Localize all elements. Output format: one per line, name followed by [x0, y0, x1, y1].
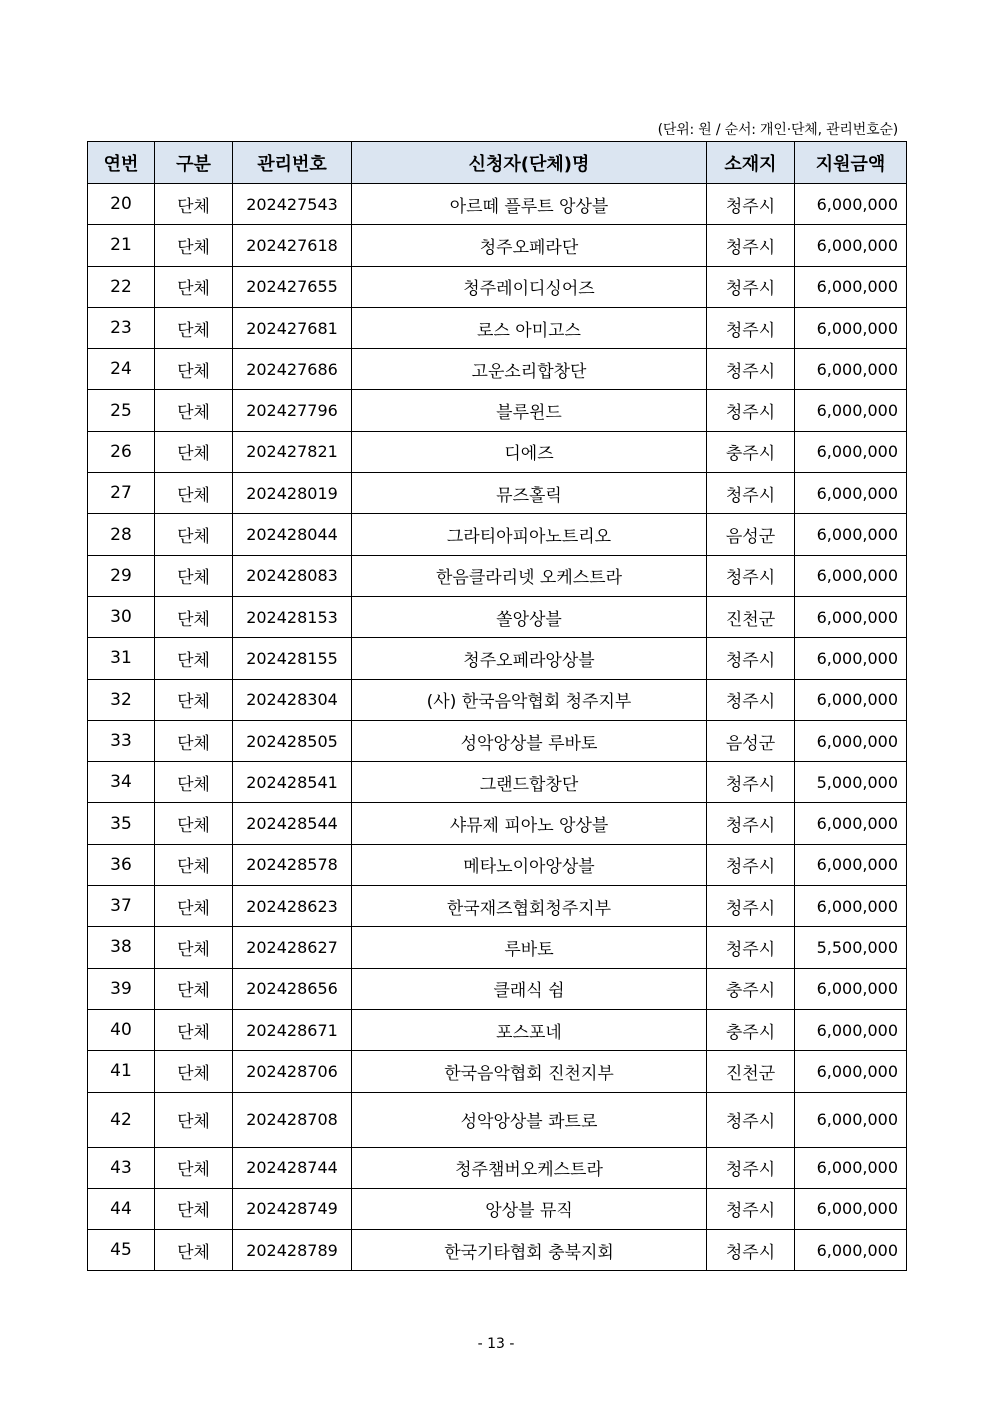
cell-applicant: 블루윈드 — [352, 390, 707, 431]
cell-no: 32 — [88, 679, 155, 720]
cell-no: 35 — [88, 803, 155, 844]
cell-amount: 6,000,000 — [795, 1147, 907, 1188]
cell-amount: 6,000,000 — [795, 968, 907, 1009]
cell-no: 27 — [88, 473, 155, 514]
cell-type: 단체 — [155, 927, 233, 968]
cell-mgmt-no: 202428083 — [233, 555, 352, 596]
cell-mgmt-no: 202427796 — [233, 390, 352, 431]
cell-mgmt-no: 202428544 — [233, 803, 352, 844]
cell-amount: 6,000,000 — [795, 638, 907, 679]
cell-amount: 6,000,000 — [795, 390, 907, 431]
cell-applicant: 샤뮤제 피아노 앙상블 — [352, 803, 707, 844]
cell-no: 23 — [88, 307, 155, 348]
cell-applicant: 디에즈 — [352, 431, 707, 472]
cell-type: 단체 — [155, 1230, 233, 1271]
cell-applicant: 앙상블 뮤직 — [352, 1188, 707, 1229]
cell-amount: 6,000,000 — [795, 679, 907, 720]
cell-applicant: 클래식 쉼 — [352, 968, 707, 1009]
table-row — [88, 349, 907, 390]
cell-no: 25 — [88, 390, 155, 431]
cell-no: 28 — [88, 514, 155, 555]
cell-amount: 6,000,000 — [795, 886, 907, 927]
table-row — [88, 1188, 907, 1229]
cell-no: 39 — [88, 968, 155, 1009]
cell-no: 33 — [88, 720, 155, 761]
cell-type: 단체 — [155, 225, 233, 266]
cell-mgmt-no: 202428155 — [233, 638, 352, 679]
cell-type: 단체 — [155, 596, 233, 637]
cell-amount: 5,000,000 — [795, 762, 907, 803]
cell-mgmt-no: 202428541 — [233, 762, 352, 803]
cell-mgmt-no: 202428019 — [233, 473, 352, 514]
cell-no: 38 — [88, 927, 155, 968]
cell-type: 단체 — [155, 638, 233, 679]
cell-location: 청주시 — [707, 1188, 795, 1229]
cell-amount: 6,000,000 — [795, 555, 907, 596]
cell-amount: 6,000,000 — [795, 1009, 907, 1050]
cell-location: 음성군 — [707, 720, 795, 761]
table-row — [88, 514, 907, 555]
cell-applicant: 한음클라리넷 오케스트라 — [352, 555, 707, 596]
cell-applicant: 메타노이아앙상블 — [352, 844, 707, 885]
cell-applicant: 고운소리합창단 — [352, 349, 707, 390]
cell-mgmt-no: 202428627 — [233, 927, 352, 968]
cell-location: 청주시 — [707, 390, 795, 431]
table-row — [88, 596, 907, 637]
table-row — [88, 1147, 907, 1188]
cell-mgmt-no: 202427543 — [233, 184, 352, 225]
cell-location: 청주시 — [707, 638, 795, 679]
cell-location: 청주시 — [707, 886, 795, 927]
cell-location: 충주시 — [707, 968, 795, 1009]
table-row — [88, 473, 907, 514]
cell-location: 진천군 — [707, 1051, 795, 1092]
table-row — [88, 184, 907, 225]
cell-applicant: 포스포네 — [352, 1009, 707, 1050]
cell-applicant: 성악앙상블 루바토 — [352, 720, 707, 761]
table-row — [88, 720, 907, 761]
table-row — [88, 927, 907, 968]
cell-mgmt-no: 202428044 — [233, 514, 352, 555]
table-row — [88, 679, 907, 720]
cell-amount: 6,000,000 — [795, 349, 907, 390]
cell-location: 청주시 — [707, 555, 795, 596]
cell-amount: 6,000,000 — [795, 225, 907, 266]
cell-no: 42 — [88, 1092, 155, 1147]
cell-no: 20 — [88, 184, 155, 225]
cell-location: 청주시 — [707, 927, 795, 968]
cell-no: 45 — [88, 1230, 155, 1271]
cell-amount: 6,000,000 — [795, 473, 907, 514]
cell-type: 단체 — [155, 803, 233, 844]
cell-no: 30 — [88, 596, 155, 637]
cell-applicant: 청주레이디싱어즈 — [352, 266, 707, 307]
cell-no: 34 — [88, 762, 155, 803]
cell-mgmt-no: 202428789 — [233, 1230, 352, 1271]
cell-amount: 6,000,000 — [795, 431, 907, 472]
cell-no: 31 — [88, 638, 155, 679]
cell-mgmt-no: 202427821 — [233, 431, 352, 472]
cell-type: 단체 — [155, 307, 233, 348]
cell-amount: 6,000,000 — [795, 844, 907, 885]
cell-applicant: 아르떼 플루트 앙상블 — [352, 184, 707, 225]
cell-no: 26 — [88, 431, 155, 472]
cell-location: 충주시 — [707, 431, 795, 472]
cell-amount: 6,000,000 — [795, 1188, 907, 1229]
table-row — [88, 307, 907, 348]
cell-location: 청주시 — [707, 266, 795, 307]
cell-mgmt-no: 202427655 — [233, 266, 352, 307]
cell-location: 청주시 — [707, 762, 795, 803]
cell-mgmt-no: 202428671 — [233, 1009, 352, 1050]
cell-location: 청주시 — [707, 1147, 795, 1188]
cell-mgmt-no: 202428744 — [233, 1147, 352, 1188]
cell-type: 단체 — [155, 1009, 233, 1050]
cell-no: 43 — [88, 1147, 155, 1188]
cell-no: 24 — [88, 349, 155, 390]
cell-applicant: 한국기타협회 충북지회 — [352, 1230, 707, 1271]
table-row — [88, 1230, 907, 1271]
cell-amount: 6,000,000 — [795, 1092, 907, 1147]
cell-no: 22 — [88, 266, 155, 307]
cell-location: 청주시 — [707, 679, 795, 720]
cell-applicant: 청주오페라앙상블 — [352, 638, 707, 679]
cell-amount: 6,000,000 — [795, 266, 907, 307]
table-row — [88, 638, 907, 679]
cell-amount: 5,500,000 — [795, 927, 907, 968]
cell-type: 단체 — [155, 762, 233, 803]
cell-mgmt-no: 202428706 — [233, 1051, 352, 1092]
cell-location: 음성군 — [707, 514, 795, 555]
table-row — [88, 1092, 907, 1147]
grant-table — [87, 141, 907, 1271]
cell-type: 단체 — [155, 349, 233, 390]
cell-location: 청주시 — [707, 225, 795, 266]
cell-type: 단체 — [155, 1147, 233, 1188]
cell-location: 충주시 — [707, 1009, 795, 1050]
cell-location: 청주시 — [707, 1092, 795, 1147]
cell-location: 청주시 — [707, 307, 795, 348]
table-body — [88, 184, 907, 1271]
table-header — [88, 142, 907, 184]
cell-amount: 6,000,000 — [795, 803, 907, 844]
cell-type: 단체 — [155, 1092, 233, 1147]
cell-location: 진천군 — [707, 596, 795, 637]
cell-applicant: 루바토 — [352, 927, 707, 968]
cell-applicant: 로스 아미고스 — [352, 307, 707, 348]
table-row — [88, 1051, 907, 1092]
cell-type: 단체 — [155, 720, 233, 761]
cell-amount: 6,000,000 — [795, 184, 907, 225]
cell-no: 29 — [88, 555, 155, 596]
cell-applicant: 청주오페라단 — [352, 225, 707, 266]
cell-mgmt-no: 202428304 — [233, 679, 352, 720]
cell-applicant: 한국재즈협회청주지부 — [352, 886, 707, 927]
cell-type: 단체 — [155, 514, 233, 555]
cell-type: 단체 — [155, 1051, 233, 1092]
cell-applicant: 쏠앙상블 — [352, 596, 707, 637]
table-row — [88, 1009, 907, 1050]
cell-mgmt-no: 202428656 — [233, 968, 352, 1009]
cell-location: 청주시 — [707, 803, 795, 844]
table-row — [88, 968, 907, 1009]
cell-mgmt-no: 202428578 — [233, 844, 352, 885]
table-row — [88, 886, 907, 927]
page-number: - 13 - — [477, 1336, 515, 1352]
header-row — [88, 142, 907, 184]
cell-amount: 6,000,000 — [795, 1051, 907, 1092]
cell-no: 41 — [88, 1051, 155, 1092]
table-row — [88, 555, 907, 596]
cell-type: 단체 — [155, 844, 233, 885]
cell-type: 단체 — [155, 968, 233, 1009]
cell-amount: 6,000,000 — [795, 720, 907, 761]
cell-applicant: 뮤즈홀릭 — [352, 473, 707, 514]
unit-note: (단위: 원 / 순서: 개인·단체, 관리번호순) — [657, 122, 898, 138]
table-row — [88, 225, 907, 266]
cell-mgmt-no: 202427686 — [233, 349, 352, 390]
cell-mgmt-no: 202428153 — [233, 596, 352, 637]
cell-amount: 6,000,000 — [795, 514, 907, 555]
cell-no: 37 — [88, 886, 155, 927]
cell-location: 청주시 — [707, 473, 795, 514]
cell-type: 단체 — [155, 266, 233, 307]
cell-mgmt-no: 202427618 — [233, 225, 352, 266]
header-mgmt-no: 관리번호 — [233, 142, 352, 184]
cell-type: 단체 — [155, 390, 233, 431]
cell-type: 단체 — [155, 184, 233, 225]
table-row — [88, 803, 907, 844]
cell-mgmt-no: 202428623 — [233, 886, 352, 927]
table-row — [88, 390, 907, 431]
table-row — [88, 844, 907, 885]
cell-type: 단체 — [155, 679, 233, 720]
cell-applicant: 그랜드합창단 — [352, 762, 707, 803]
cell-location: 청주시 — [707, 844, 795, 885]
cell-type: 단체 — [155, 431, 233, 472]
cell-applicant: 그라티아피아노트리오 — [352, 514, 707, 555]
cell-type: 단체 — [155, 473, 233, 514]
cell-mgmt-no: 202427681 — [233, 307, 352, 348]
header-amount: 지원금액 — [795, 142, 907, 184]
cell-applicant: (사) 한국음악협회 청주지부 — [352, 679, 707, 720]
cell-type: 단체 — [155, 886, 233, 927]
header-no: 연번 — [88, 142, 155, 184]
cell-amount: 6,000,000 — [795, 596, 907, 637]
cell-no: 44 — [88, 1188, 155, 1229]
cell-location: 청주시 — [707, 1230, 795, 1271]
cell-no: 40 — [88, 1009, 155, 1050]
table-row — [88, 266, 907, 307]
cell-amount: 6,000,000 — [795, 307, 907, 348]
cell-applicant: 성악앙상블 콰트로 — [352, 1092, 707, 1147]
cell-mgmt-no: 202428505 — [233, 720, 352, 761]
cell-type: 단체 — [155, 1188, 233, 1229]
table-row — [88, 762, 907, 803]
header-applicant: 신청자(단체)명 — [352, 142, 707, 184]
cell-mgmt-no: 202428708 — [233, 1092, 352, 1147]
header-type: 구분 — [155, 142, 233, 184]
table-row — [88, 431, 907, 472]
cell-amount: 6,000,000 — [795, 1230, 907, 1271]
cell-no: 36 — [88, 844, 155, 885]
header-location: 소재지 — [707, 142, 795, 184]
cell-applicant: 한국음악협회 진천지부 — [352, 1051, 707, 1092]
cell-type: 단체 — [155, 555, 233, 596]
cell-applicant: 청주챔버오케스트라 — [352, 1147, 707, 1188]
cell-no: 21 — [88, 225, 155, 266]
cell-location: 청주시 — [707, 349, 795, 390]
cell-location: 청주시 — [707, 184, 795, 225]
cell-mgmt-no: 202428749 — [233, 1188, 352, 1229]
